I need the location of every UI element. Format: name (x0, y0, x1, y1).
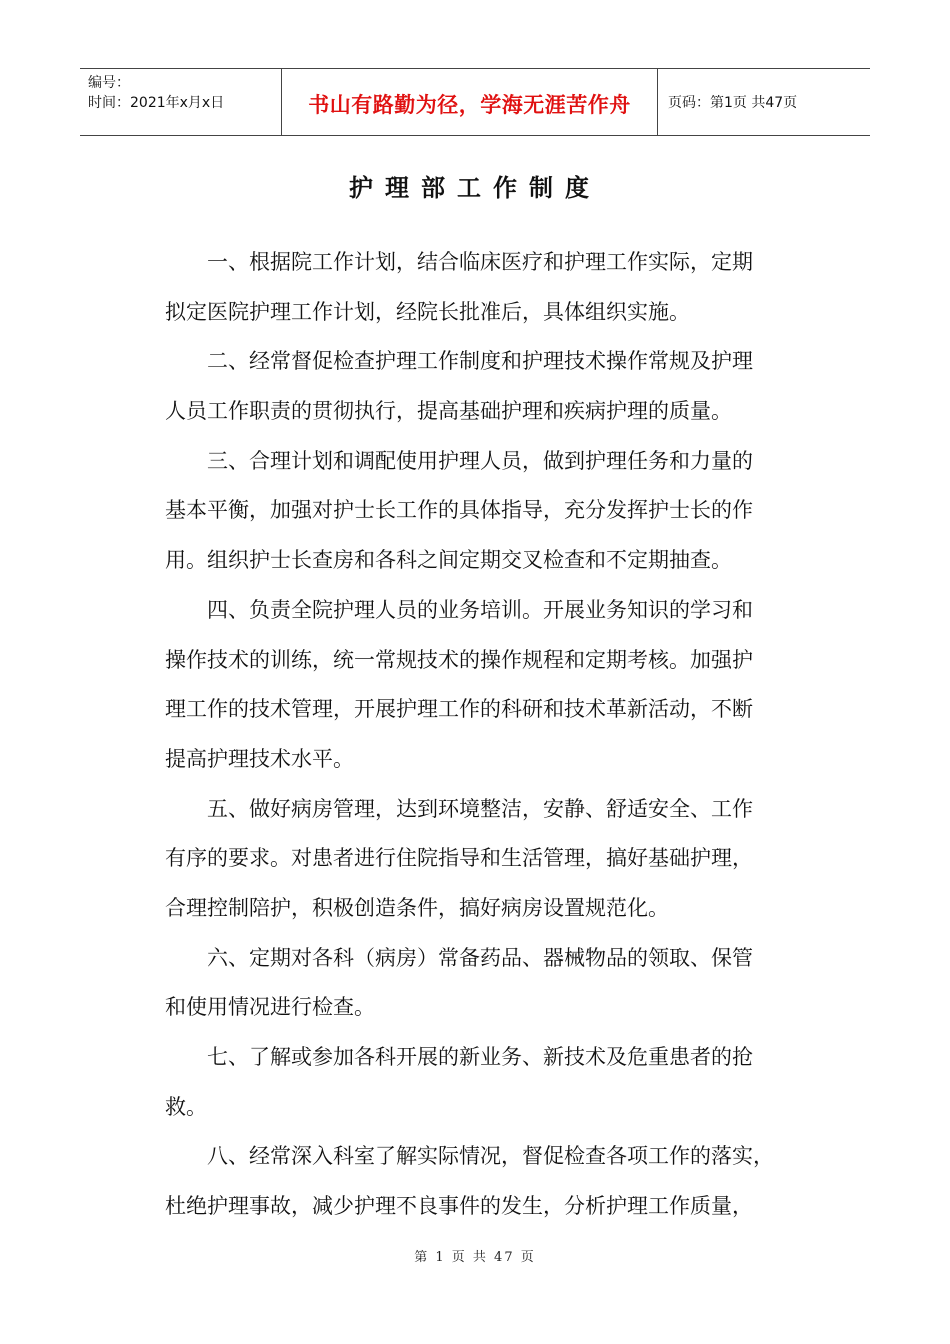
body-line: 人员工作职责的贯彻执行，提高基础护理和疾病护理的质量。 (165, 399, 732, 424)
body-line: 和使用情况进行检查。 (165, 995, 375, 1020)
body-line: 拟定医院护理工作计划，经院长批准后，具体组织实施。 (165, 299, 690, 324)
body-line: 基本平衡，加强对护士长工作的具体指导，充分发挥护士长的作 (165, 498, 753, 523)
date-label: 时间：2021年x月x日 (88, 95, 225, 111)
body-line: 三、合理计划和调配使用护理人员，做到护理任务和力量的 (165, 448, 753, 473)
body-line: 五、做好病房管理，达到环境整洁，安静、舒适安全、工作 (165, 796, 753, 821)
body-line: 六、定期对各科（病房）常备药品、器械物品的领取、保管 (165, 945, 753, 970)
body-line: 四、负责全院护理人员的业务培训。开展业务知识的学习和 (165, 597, 753, 622)
header-page-info: 页码：第1页 共47页 (668, 95, 798, 111)
number-label: 编号： (88, 75, 130, 91)
body-line: 七、了解或参加各科开展的新业务、新技术及危重患者的抢 (165, 1045, 753, 1069)
body-line: 救。 (165, 1094, 207, 1119)
document-title: 护理部工作制度 (349, 174, 601, 202)
body-line: 杜绝护理事故，减少护理不良事件的发生，分析护理工作质量， (165, 1194, 753, 1219)
body-line: 一、根据院工作计划，结合临床医疗和护理工作实际，定期 (165, 250, 753, 274)
document-body (165, 238, 805, 1232)
body-line: 合理控制陪护，积极创造条件，搞好病房设置规范化。 (165, 895, 669, 920)
page-footer: 第 1 页 共 47 页 (414, 1250, 536, 1265)
header-motto: 书山有路勤为径，学海无涯苦作舟 (282, 69, 658, 135)
body-line: 八、经常深入科室了解实际情况，督促检查各项工作的落实， (165, 1144, 774, 1169)
body-line: 用。组织护士长查房和各科之间定期交叉检查和不定期抽查。 (165, 548, 732, 573)
body-line: 二、经常督促检查护理工作制度和护理技术操作常规及护理 (165, 349, 753, 374)
body-line: 有序的要求。对患者进行住院指导和生活管理，搞好基础护理， (165, 846, 753, 871)
header-table (80, 68, 870, 136)
header-left-cell (80, 69, 282, 135)
body-line: 理工作的技术管理，开展护理工作的科研和技术革新活动，不断 (165, 697, 753, 722)
body-line: 操作技术的训练，统一常规技术的操作规程和定期考核。加强护 (165, 647, 753, 672)
body-line: 提高护理技术水平。 (165, 746, 354, 771)
